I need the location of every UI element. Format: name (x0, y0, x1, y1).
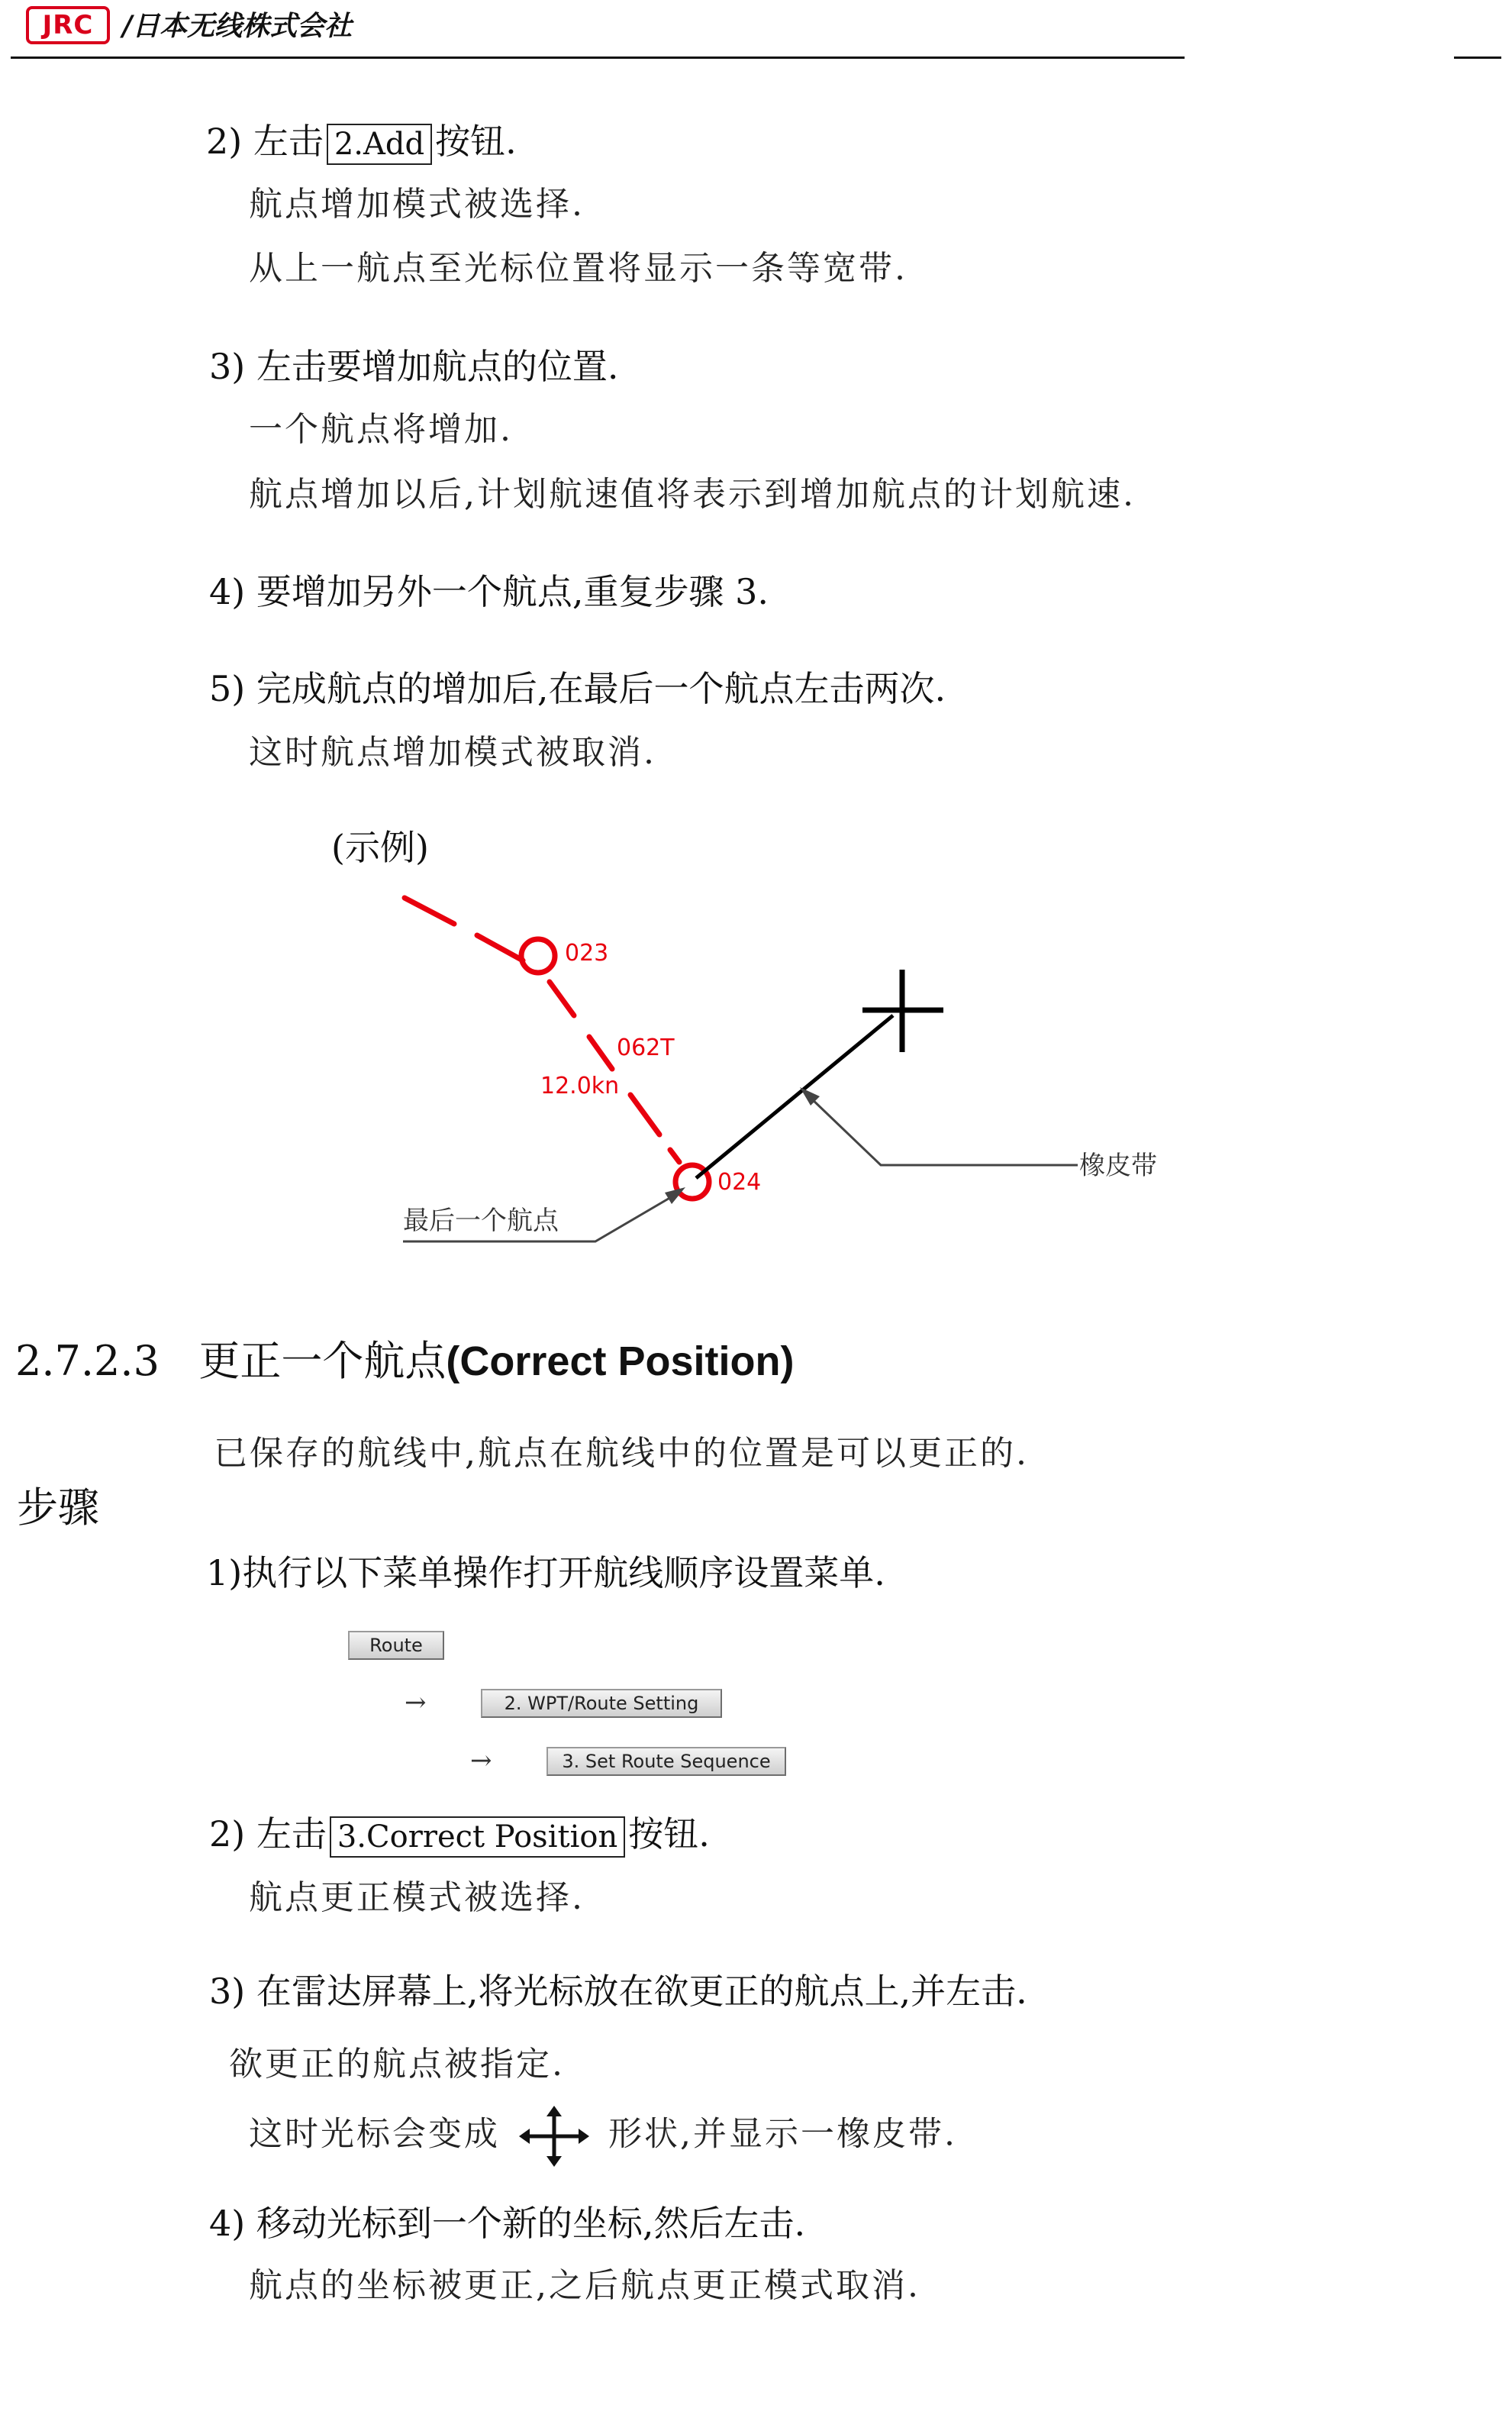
route-segment (405, 898, 454, 924)
header-rule-end (1454, 56, 1501, 59)
last-waypoint-label: 最后一个航点 (403, 1206, 559, 1236)
add-step-2-suffix: 按钮. (435, 121, 517, 162)
add-step-3-line-1: 一个航点将增加. (249, 410, 513, 449)
add-step-5: 5) 完成航点的增加后,在最后一个航点左击两次. (209, 668, 946, 709)
correct-step-2-line-1: 航点更正模式被选择. (249, 1878, 585, 1917)
rubber-band-label: 橡皮带 (1079, 1151, 1157, 1181)
rubber-band-diagram (382, 878, 1221, 1275)
correct-step-2-prefix: 2) 左击 (209, 1813, 327, 1855)
steps-label: 步骤 (17, 1483, 99, 1532)
waypoint-023-label: 023 (565, 940, 609, 967)
correct-step-3: 3) 在雷达屏幕上,将光标放在欲更正的航点上,并左击. (209, 1971, 1027, 2012)
section-title-cn: 更正一个航点 (198, 1337, 447, 1385)
company-name: /日本无线株式会社 (122, 10, 353, 42)
correct-step-2-suffix: 按钮. (628, 1813, 710, 1855)
waypoint-024-label: 024 (717, 1169, 762, 1196)
correct-step-4: 4) 移动光标到一个新的坐标,然后左击. (209, 2203, 806, 2244)
menu-route-button[interactable]: Route (348, 1631, 444, 1660)
correct-step-1: 1)执行以下菜单操作打开航线顺序设置菜单. (206, 1552, 885, 1593)
menu-set-route-sequence-button[interactable]: 3. Set Route Sequence (546, 1747, 786, 1776)
add-step-5-line-1: 这时航点增加模式被取消. (249, 733, 656, 772)
cursor-cross-icon (862, 970, 943, 1052)
section-intro: 已保存的航线中,航点在航线中的位置是可以更正的. (214, 1434, 1029, 1473)
rubber-band-callout (800, 1087, 1078, 1165)
add-step-3: 3) 左击要增加航点的位置. (209, 346, 619, 387)
section-title-en: (Correct Position) (446, 1338, 795, 1384)
section-number: 2.7.2.3 (15, 1337, 160, 1385)
section-heading (15, 1335, 794, 1388)
waypoint-023-marker (521, 939, 555, 973)
menu-wpt-route-setting-button[interactable]: 2. WPT/Route Setting (481, 1689, 722, 1718)
add-step-3-line-2: 航点增加以后,计划航速值将表示到增加航点的计划航速. (249, 475, 1136, 514)
route-segment (477, 935, 523, 960)
add-step-2-line-2: 从上一航点至光标位置将显示一条等宽带. (249, 249, 908, 288)
add-button-reference: 2.Add (327, 124, 432, 165)
header-rule (11, 56, 1185, 59)
add-step-2-line-1: 航点增加模式被选择. (249, 185, 585, 224)
menu-arrow-1: → (405, 1687, 427, 1718)
jrc-logo: JRC (26, 6, 110, 44)
rubber-band-line (696, 1015, 893, 1178)
menu-arrow-2: → (470, 1745, 492, 1776)
correct-position-button-reference: 3.Correct Position (330, 1816, 625, 1858)
correct-step-2 (209, 1811, 710, 1858)
move-cursor-icon (517, 2104, 591, 2168)
correct-step-4-line-1: 航点的坐标被更正,之后航点更正模式取消. (249, 2266, 920, 2305)
correct-step-3-line-2 (249, 2104, 957, 2168)
correct-step-3-line-1: 欲更正的航点被指定. (229, 2045, 565, 2084)
speed-label: 12.0kn (540, 1073, 620, 1099)
route-segment (550, 982, 574, 1015)
course-label: 062T (617, 1035, 675, 1061)
example-label: (示例) (331, 827, 429, 868)
route-segment (589, 1037, 612, 1069)
add-step-4: 4) 要增加另外一个航点,重复步骤 3. (209, 571, 769, 612)
add-step-2-prefix: 2) 左击 (206, 121, 324, 162)
route-segment (670, 1150, 679, 1162)
add-step-2 (206, 118, 517, 165)
correct-step-3-line-2-suffix: 形状,并显示一橡皮带. (608, 2114, 957, 2154)
correct-step-3-line-2-prefix: 这时光标会变成 (249, 2114, 500, 2154)
route-segment (630, 1095, 659, 1135)
